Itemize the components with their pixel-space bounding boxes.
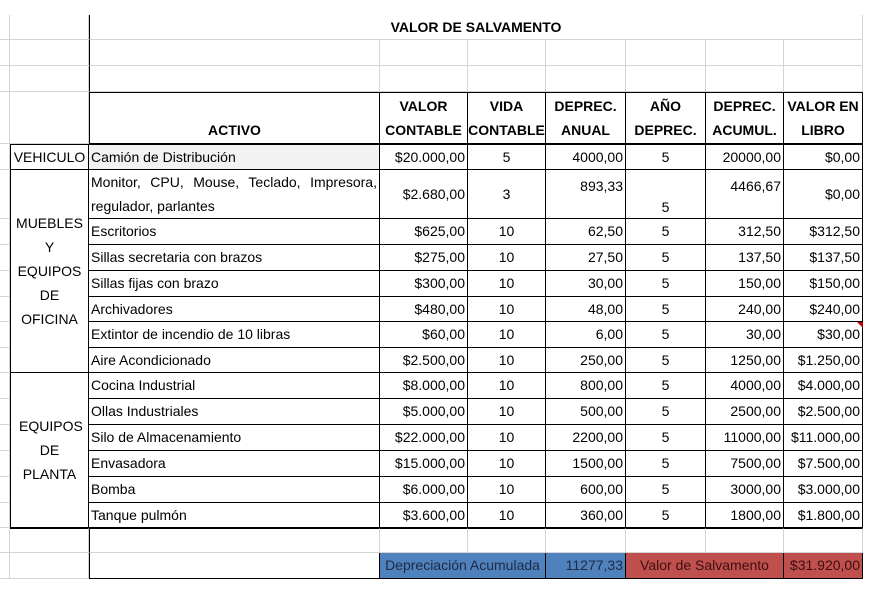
activo-text: Monitor, CPU, Mouse, Teclado, Impresora, regulador, parlantes — [91, 174, 377, 214]
cell-anio[interactable]: 5 — [626, 219, 706, 245]
group-label: MUEBLES Y EQUIPOS DE OFICINA — [16, 215, 83, 327]
activo-text: Sillas fijas con brazo — [91, 275, 219, 291]
cell-acumul[interactable]: 20000,00 — [706, 144, 784, 170]
cell-empty[interactable] — [10, 66, 89, 92]
cell-vida[interactable]: 10 — [468, 348, 546, 373]
cell-acumul[interactable]: 240,00 — [706, 297, 784, 322]
cell-empty[interactable] — [0, 271, 10, 297]
cell-activo[interactable] — [89, 348, 380, 373]
cell-empty[interactable] — [626, 40, 706, 66]
cell-acumul[interactable]: 4466,67 — [706, 170, 784, 219]
header-line: VALOR — [399, 98, 448, 114]
cell-vida[interactable]: 5 — [468, 144, 546, 170]
cell-anual[interactable]: 1500,00 — [546, 451, 626, 477]
cell-acumul[interactable]: 30,00 — [706, 322, 784, 348]
cell-empty[interactable] — [706, 528, 784, 553]
cell-activo[interactable] — [89, 425, 380, 451]
activo-text: Tanque pulmón — [91, 506, 187, 523]
cell-anual[interactable]: 30,00 — [546, 271, 626, 297]
cell-empty[interactable] — [0, 40, 10, 66]
cell-vida[interactable]: 3 — [468, 170, 546, 219]
cell-anio[interactable]: 5 — [626, 271, 706, 297]
cell-activo[interactable] — [89, 219, 380, 245]
summary-dep-value[interactable]: 11277,33 — [546, 553, 626, 579]
activo-text: Archivadores — [91, 300, 173, 317]
cell-valor[interactable]: $625,00 — [380, 219, 468, 245]
header-line: ANUAL — [560, 122, 610, 138]
cell-acumul[interactable]: 7500,00 — [706, 451, 784, 477]
cell-empty[interactable] — [0, 219, 10, 245]
header-vida[interactable] — [468, 92, 546, 144]
cell-valor[interactable]: $60,00 — [380, 322, 468, 348]
cell-empty[interactable] — [0, 477, 10, 503]
cell-empty[interactable] — [0, 451, 10, 477]
cell-empty[interactable] — [10, 15, 89, 40]
cell-empty[interactable] — [468, 40, 546, 66]
header-line: DEPREC. — [554, 98, 617, 114]
cell-empty[interactable] — [0, 144, 10, 170]
cell-activo[interactable] — [89, 373, 380, 399]
cell-valor[interactable]: $20.000,00 — [380, 144, 468, 170]
cell-vida[interactable]: 10 — [468, 477, 546, 503]
cell-empty[interactable] — [0, 92, 10, 144]
cell-libro[interactable]: $4.000,00 — [784, 373, 863, 399]
cell-acumul[interactable]: 312,50 — [706, 219, 784, 245]
cell-activo[interactable] — [89, 245, 380, 271]
cell-empty[interactable] — [0, 322, 10, 348]
cell-anual[interactable]: 250,00 — [546, 348, 626, 373]
cell-empty[interactable] — [468, 66, 546, 92]
activo-text: Bomba — [91, 481, 136, 497]
summary-salv-value[interactable]: $31.920,00 — [784, 553, 863, 579]
summary-salv-label[interactable]: Valor de Salvamento — [626, 553, 784, 579]
cell-empty[interactable] — [0, 553, 10, 579]
cell-valor[interactable]: $15.000,00 — [380, 451, 468, 477]
cell-empty[interactable] — [706, 66, 784, 92]
cell-empty[interactable] — [10, 92, 89, 144]
activo-text: Envasadora — [91, 455, 166, 471]
activo-text: Sillas secretaria con brazos — [91, 249, 263, 265]
cell-anio[interactable]: 5 — [626, 297, 706, 322]
cell-activo[interactable] — [89, 399, 380, 425]
cell-valor[interactable]: $2.680,00 — [380, 170, 468, 219]
cell-anio[interactable]: 5 — [626, 425, 706, 451]
cell-empty[interactable] — [380, 528, 468, 553]
header-valor[interactable] — [380, 92, 468, 144]
cell-empty[interactable] — [546, 40, 626, 66]
cell-valor[interactable]: $300,00 — [380, 271, 468, 297]
header-line: CONTABLE — [468, 122, 545, 138]
cell-vida[interactable]: 10 — [468, 425, 546, 451]
cell-anio[interactable]: 5 — [626, 399, 706, 425]
cell-anual[interactable]: 360,00 — [546, 503, 626, 528]
cell-empty[interactable] — [10, 528, 89, 553]
cell-empty[interactable] — [468, 528, 546, 553]
cell-anio[interactable]: 5 — [626, 503, 706, 528]
activo-text: Silo de Almacenamiento — [91, 429, 242, 445]
cell-activo[interactable] — [89, 477, 380, 503]
cell-empty[interactable] — [0, 528, 10, 553]
cell-anio[interactable]: 5 — [626, 245, 706, 271]
cell-activo[interactable] — [89, 271, 380, 297]
cell-empty[interactable] — [784, 40, 863, 66]
cell-empty[interactable] — [626, 66, 706, 92]
cell-vida[interactable]: 10 — [468, 451, 546, 477]
cell-valor[interactable]: $22.000,00 — [380, 425, 468, 451]
cell-libro[interactable]: $1.800,00 — [784, 503, 863, 528]
cell-acumul[interactable]: 137,50 — [706, 245, 784, 271]
cell-empty[interactable] — [380, 66, 468, 92]
cell-activo[interactable] — [89, 144, 380, 170]
cell-vida[interactable]: 10 — [468, 503, 546, 528]
header-activo[interactable] — [89, 92, 380, 144]
cell-vida[interactable]: 10 — [468, 373, 546, 399]
cell-valor[interactable]: $2.500,00 — [380, 348, 468, 373]
header-line: VALOR EN — [787, 98, 859, 114]
cell-acumul[interactable]: 2500,00 — [706, 399, 784, 425]
group-label: EQUIPOS DE PLANTA — [19, 418, 83, 482]
header-line: CONTABLE — [385, 122, 462, 138]
cell-empty[interactable] — [784, 66, 863, 92]
header-anual[interactable] — [546, 92, 626, 144]
cell-valor[interactable]: $8.000,00 — [380, 373, 468, 399]
cell-empty[interactable] — [0, 348, 10, 373]
header-libro[interactable] — [784, 92, 863, 144]
cell-empty[interactable] — [89, 553, 380, 579]
cell-anio[interactable]: 5 — [626, 144, 706, 170]
cell-libro[interactable]: $312,50 — [784, 219, 863, 245]
header-line: LIBRO — [801, 122, 845, 138]
cell-empty[interactable] — [89, 40, 380, 66]
cell-anual[interactable]: 62,50 — [546, 219, 626, 245]
cell-libro[interactable]: $7.500,00 — [784, 451, 863, 477]
cell-anual[interactable]: 4000,00 — [546, 144, 626, 170]
header-line: VIDA — [489, 98, 524, 114]
header-activo-label: ACTIVO — [208, 122, 261, 138]
cell-libro[interactable]: $0,00 — [784, 144, 863, 170]
cell-vida[interactable]: 10 — [468, 271, 546, 297]
cell-libro[interactable]: $11.000,00 — [784, 425, 863, 451]
cell-anual[interactable]: 6,00 — [546, 322, 626, 348]
activo-text: Ollas Industriales — [91, 403, 199, 419]
cell-vida[interactable]: 10 — [468, 245, 546, 271]
cell-valor[interactable]: $5.000,00 — [380, 399, 468, 425]
cell-empty[interactable] — [546, 528, 626, 553]
activo-text: Cocina Industrial — [91, 377, 196, 393]
cell-libro[interactable]: $240,00 — [784, 297, 863, 322]
cell-anual[interactable]: 27,50 — [546, 245, 626, 271]
cell-empty[interactable] — [546, 66, 626, 92]
header-line: DEPREC. — [634, 122, 697, 138]
cell-valor[interactable]: $3.600,00 — [380, 503, 468, 528]
header-line: AÑO — [649, 98, 682, 114]
cell-acumul[interactable]: 4000,00 — [706, 373, 784, 399]
cell-activo[interactable] — [89, 451, 380, 477]
cell-libro[interactable]: $3.000,00 — [784, 477, 863, 503]
header-line: DEPREC. — [713, 98, 776, 114]
cell-empty[interactable] — [0, 297, 10, 322]
cell-acumul[interactable]: 1800,00 — [706, 503, 784, 528]
cell-anual[interactable]: 500,00 — [546, 399, 626, 425]
cell-acumul[interactable]: 3000,00 — [706, 477, 784, 503]
header-line: ACUMUL. — [712, 122, 777, 138]
cell-valor[interactable]: $480,00 — [380, 297, 468, 322]
cell-empty[interactable] — [0, 503, 10, 528]
activo-text: Camión de Distribución — [91, 148, 236, 165]
cell-anio[interactable]: 5 — [626, 322, 706, 348]
cell-anual[interactable]: 2200,00 — [546, 425, 626, 451]
cell-activo[interactable] — [89, 170, 380, 219]
cell-activo[interactable] — [89, 297, 380, 322]
cell-anio[interactable]: 5 — [626, 373, 706, 399]
cell-empty[interactable] — [784, 528, 863, 553]
cell-empty[interactable] — [0, 399, 10, 425]
cell-acumul[interactable]: 11000,00 — [706, 425, 784, 451]
activo-text: Aire Acondicionado — [91, 351, 211, 368]
activo-text: Extintor de incendio de 10 libras — [91, 326, 291, 342]
group-vehiculo[interactable]: VEHICULO — [10, 144, 89, 170]
cell-anual[interactable]: 600,00 — [546, 477, 626, 503]
cell-acumul[interactable]: 150,00 — [706, 271, 784, 297]
cell-anio[interactable]: 5 — [626, 451, 706, 477]
cell-anio[interactable]: 5 — [626, 477, 706, 503]
cell-vida[interactable]: 10 — [468, 297, 546, 322]
cell-vida[interactable]: 10 — [468, 219, 546, 245]
cell-empty[interactable] — [10, 40, 89, 66]
cell-activo[interactable] — [89, 503, 380, 528]
cell-libro[interactable]: $150,00 — [784, 271, 863, 297]
cell-empty[interactable] — [626, 528, 706, 553]
cell-anual[interactable]: 893,33 — [546, 170, 626, 219]
header-acumul[interactable] — [706, 92, 784, 144]
cell-valor[interactable]: $275,00 — [380, 245, 468, 271]
cell-acumul[interactable]: 1250,00 — [706, 348, 784, 373]
cell-empty[interactable] — [0, 425, 10, 451]
cell-anio[interactable]: 5 — [626, 170, 706, 219]
cell-valor[interactable]: $6.000,00 — [380, 477, 468, 503]
cell-empty[interactable] — [0, 15, 10, 40]
activo-text: Escritorios — [91, 223, 157, 239]
cell-empty[interactable] — [706, 40, 784, 66]
cell-vida[interactable]: 10 — [468, 399, 546, 425]
header-anio[interactable] — [626, 92, 706, 144]
cell-empty[interactable] — [0, 170, 10, 219]
cell-libro[interactable]: $0,00 — [784, 170, 863, 219]
cell-empty[interactable] — [0, 245, 10, 271]
cell-vida[interactable]: 10 — [468, 322, 546, 348]
cell-anual[interactable]: 48,00 — [546, 297, 626, 322]
cell-empty[interactable] — [89, 528, 380, 553]
cell-empty[interactable] — [0, 66, 10, 92]
group-muebles[interactable] — [10, 170, 89, 373]
group-planta[interactable] — [10, 373, 89, 528]
cell-anio[interactable]: 5 — [626, 348, 706, 373]
cell-empty[interactable] — [380, 40, 468, 66]
cell-empty[interactable] — [89, 66, 380, 92]
comment-indicator-icon[interactable] — [857, 322, 863, 328]
cell-libro[interactable]: $1.250,00 — [784, 348, 863, 373]
cell-libro[interactable]: $137,50 — [784, 245, 863, 271]
cell-libro[interactable]: $30,00 — [784, 322, 863, 348]
summary-dep-label[interactable]: Depreciación Acumulada — [380, 553, 546, 579]
cell-libro[interactable]: $2.500,00 — [784, 399, 863, 425]
cell-empty[interactable] — [10, 553, 89, 579]
cell-anual[interactable]: 800,00 — [546, 373, 626, 399]
cell-empty[interactable] — [0, 373, 10, 399]
sheet-title[interactable]: VALOR DE SALVAMENTO — [89, 15, 863, 40]
cell-activo[interactable] — [89, 322, 380, 348]
